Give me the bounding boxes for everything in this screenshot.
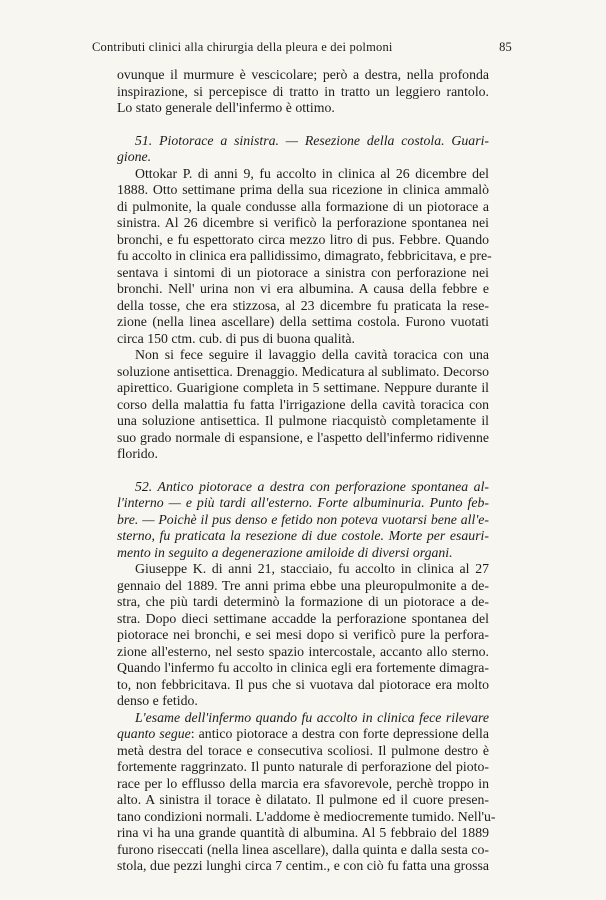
text-line: della tosse, che era stizzosa, al 23 dicembre fu praticata la rese- (117, 297, 489, 313)
text-line: ovunque il murmure è vescicolare; però a destra, nella profonda (117, 67, 489, 82)
text-line: stola, due pezzi lunghi circa 7 centim., e con ciò fu fatta una grossa (117, 858, 489, 873)
text-line: circa 150 ctm. cub. di pus di buona qualità. (117, 330, 355, 346)
text-line: corso della malattia fu fatta l'irrigazione della cavità toracica con (117, 396, 489, 412)
text-line: fu accolto in clinica era pallidissimo, dimagrato, febbricitava, e pre- (117, 248, 492, 263)
page-number: 85 (499, 40, 512, 54)
text-line: zione all'esterno, nel sesto spazio intercostale, accanto allo sterno. (117, 643, 489, 659)
text-line: quanto segue: antico piotorace a destra con forte depressione della (117, 726, 489, 741)
text-line: Giuseppe K. di anni 21, stacciaio, fu accolto in clinica al 27 (135, 561, 489, 576)
text-line: Quando l'infermo fu accolto in clinica egli era fortemente dimagra- (117, 660, 489, 675)
text-line: fortemente raggrinzato. Il punto naturale di perforazione del pioto- (117, 759, 489, 774)
text-line: gennaio del 1889. Tre anni prima ebbe una pleuropulmonite a de- (117, 577, 489, 593)
text-line: inspirazione, si percepisce di tratto in tratto un leggiero rantolo. (117, 83, 489, 99)
running-title: Contributi clinici alla chirurgia della pleura e dei polmoni (92, 40, 393, 54)
text-line: rina vi ha una grande quantità di albumina. Al 5 febbraio del 1889 (117, 825, 489, 840)
text-line: bre. — Poichè il pus denso e fetido non poteva vuotarsi bene all'e- (117, 511, 489, 527)
text-line: apirettico. Guarigione completa in 5 settimane. Neppure durante il (117, 380, 489, 395)
body-text (117, 67, 496, 875)
paragraph (117, 478, 496, 875)
text-line: L'esame dell'infermo quando fu accolto in clinica fece rilevare (135, 709, 489, 725)
text-line: denso e fetido. (117, 693, 198, 708)
text-line: l'interno — e più tardi all'esterno. Forte albuminuria. Punto feb- (117, 495, 489, 510)
text-line: bronchi, e fu espettorato circa mezzo litro di pus. Febbre. Quando (117, 231, 489, 247)
paragraph (117, 67, 489, 117)
paragraph (117, 132, 492, 463)
text-line: Non si fece seguire il lavaggio della cavità toracica con una (135, 347, 489, 362)
text-line: sterno, fu praticata la resezione di due costole. Morte per esauri- (117, 528, 489, 543)
text-line: Ottokar P. di anni 9, fu accolto in clinica al 26 dicembre del (135, 165, 489, 181)
text-line: sinistra. Al 26 dicembre si verificò la perforazione spontanea nei (117, 215, 489, 230)
text-line: stra. Dopo dieci settimane accadde la perforazione spontanea del (117, 610, 489, 626)
text-line: bronchi. Nell' urina non vi era albumina. A causa della febbre e (117, 281, 489, 296)
text-line: soluzione antisettica. Drenaggio. Medicatura al sublimato. Decorso (117, 363, 489, 379)
text-line: furono riseccati (nella linea ascellare), dalla quinta e dalla sesta co- (117, 841, 489, 857)
running-header (92, 40, 512, 55)
text-line: stra, che più tardi determinò la formazione di un piotorace a de- (117, 594, 489, 609)
text-line: sentava i sintomi di un piotorace a sinistra con perforazione nei (117, 264, 489, 280)
text-line: suo grado normale di espansione, e l'aspetto dell'infermo ridivenne (117, 429, 489, 445)
text-line: di pulmonite, la quale condusse alla formazione di un piotorace a (117, 198, 489, 214)
text-line: 52. Antico piotorace a destra con perforazione spontanea al- (135, 478, 489, 494)
text-line: florido. (117, 446, 158, 461)
text-line: 51. Piotorace a sinistra. — Resezione della costola. Guari- (135, 132, 489, 148)
text-line: una soluzione antisettica. Il pulmone riacquistò completamente il (117, 413, 489, 428)
paragraph-gap (117, 117, 489, 133)
text-line: alto. A sinistra il torace è dilatato. Il pulmone ed il cuore presen- (117, 792, 489, 807)
text-line: zione (nella linea ascellare) della settima costola. Furono vuotati (117, 314, 489, 329)
text-line: 1888. Otto settimane prima della sua ricezione in clinica ammalò (117, 182, 489, 197)
text-line: gione. (117, 149, 152, 164)
text-line: race per lo efflusso della marcia era sfavorevole, perchè troppo in (117, 775, 489, 791)
text-line: piotorace nei bronchi, e sei mesi dopo si verificò pure la perfora- (117, 627, 489, 642)
text-line: to, non febbricitava. Il pus che si vuotava dal piotorace era molto (117, 676, 489, 692)
paragraph-gap (117, 463, 489, 479)
text-line: tano condizioni normali. L'addome è mediocremente tumido. Nell'u- (117, 808, 496, 824)
text-line: Lo stato generale dell'infermo è ottimo. (117, 100, 335, 115)
text-line: metà destra del torace e consecutiva scoliosi. Il pulmone destro è (117, 742, 489, 758)
text-line: mento in seguito a degenerazione amiloide di diversi organi. (117, 544, 453, 560)
